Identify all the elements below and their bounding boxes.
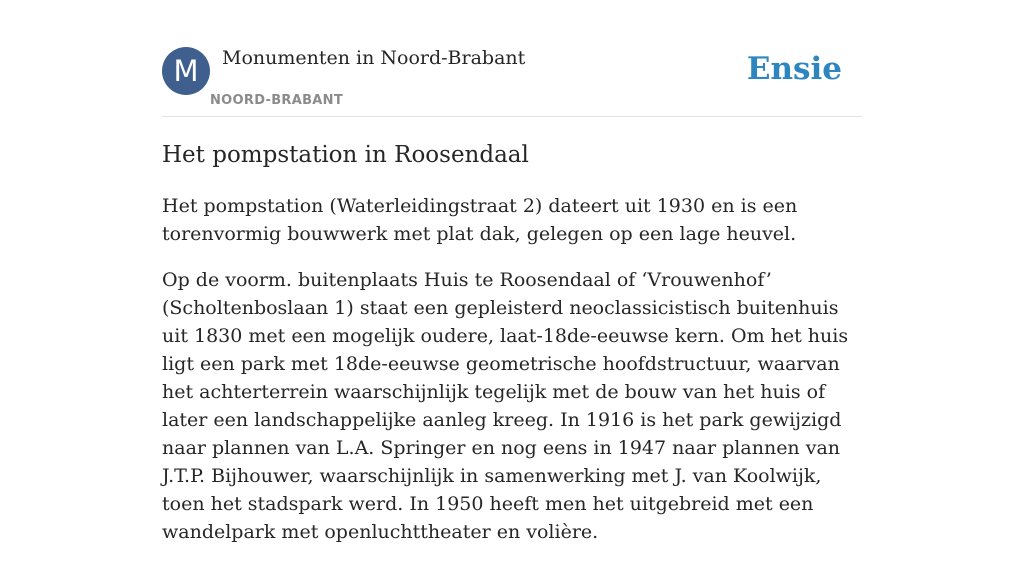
ensie-logo[interactable]: Ensie — [746, 51, 842, 87]
entry-header — [162, 0, 862, 117]
entry-title: Het pompstation in Roosendaal — [162, 142, 529, 168]
body-paragraph-2: Op de voorm. buitenplaats Huis te Roosendaal of ‘Vrouwenhof’ (Scholtenboslaan 1) staat een gepleisterd neoclassicistisch buitenhuis uit 1830 met een mogelijk oudere, laat-18de-eeuwse kern. Om het huis ligt een park met 18de-eeuwse geometrische hoofdstructuur, waarvan het achterterrein waarschijnlijk tegelijk met de bouw van het huis of later een landschappelijke aanleg kreeg. In 1916 is het park gewijzigd naar plannen van L.A. Springer en nog eens in 1947 naar plannen van J.T.P. Bijhouwer, waarschijnlijk in samenwerking met J. van Koolwijk, toen het stadspark werd. In 1950 heeft men het uitgebreid met een wandelpark met openluchttheater en volière. — [162, 269, 849, 543]
body-paragraph-1: Het pompstation (Waterleidingstraat 2) dateert uit 1930 en is een torenvormig bouwwerk met plat dak, gelegen op een lage heuvel. — [162, 195, 798, 245]
entry-card — [162, 0, 862, 543]
entry-body — [162, 192, 862, 564]
source-title-link[interactable]: Monumenten in Noord-Brabant — [222, 47, 526, 69]
region-label[interactable]: NOORD-BRABANT — [210, 93, 344, 108]
source-avatar[interactable]: M — [162, 47, 210, 95]
